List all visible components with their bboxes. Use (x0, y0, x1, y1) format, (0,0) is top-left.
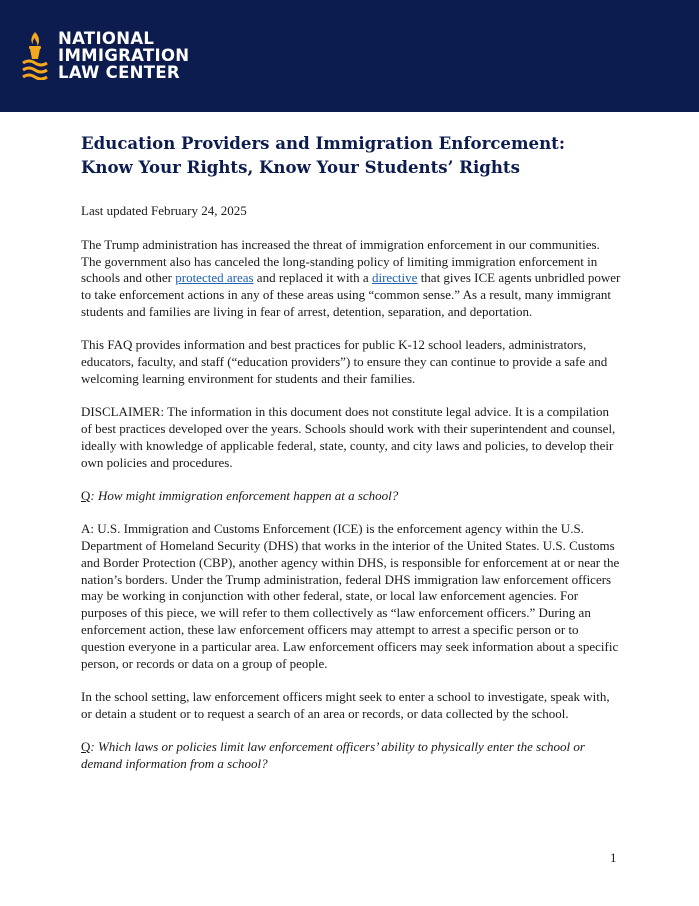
document-title: Education Providers and Immigration Enforcement: Know Your Rights, Know Your Students’ Rights (81, 133, 565, 177)
intro-text-c: that gives ICE agents unbridled power to take enforcement actions in any of these areas using “common sense.” As a result, many immigrant students and families are living in fear of arrest, detention, separation, and deportation. (81, 270, 621, 319)
intro-text-a: The Trump administration has increased the threat of immigration enforcement in our communities. The government also has canceled the long-standing policy of limiting immigration enforcement in schools and other (81, 236, 600, 286)
torch-icon (22, 30, 48, 80)
logo-line-1: NATIONAL (58, 29, 155, 48)
question-2 (81, 739, 621, 773)
page-number: 1 (610, 850, 617, 865)
last-updated: Last updated February 24, 2025 (81, 203, 247, 218)
question-label: Q (81, 487, 91, 503)
header-banner (0, 0, 699, 112)
protected-areas-link[interactable]: protected areas (175, 270, 254, 286)
school-setting-paragraph: In the school setting, law enforcement officers might seek to enter a school to investigate, speak with, or detain a student or to request a search of an area or records, or data collected by the school. (81, 688, 610, 721)
directive-link[interactable]: directive (371, 270, 418, 286)
question-label: Q (81, 738, 91, 754)
logo-wordmark (58, 30, 189, 81)
disclaimer-paragraph: DISCLAIMER: The information in this document does not constitute legal advice. It is a compilation of best practices developed over the years. Schools should work with their superintendent and counsel, ideally with knowledge of applicable federal, state, county, and city laws and policies, to develop their own policies and procedures. (81, 404, 616, 470)
document-body (81, 131, 621, 789)
question-2-text: : Which laws or policies limit law enforcement officers’ ability to physically enter the school or demand information from a school? (81, 738, 585, 771)
intro-paragraph (81, 237, 621, 321)
nilc-logo[interactable] (22, 30, 212, 82)
intro-text-b: and replaced it with a (253, 270, 372, 286)
logo-line-2: IMMIGRATION (58, 46, 190, 65)
question-1-text: : How might immigration enforcement happen at a school? (90, 487, 399, 503)
question-1 (81, 488, 621, 505)
logo-line-3: LAW CENTER (58, 63, 180, 82)
faq-purpose-paragraph: This FAQ provides information and best practices for public K-12 school leaders, administrators, educators, faculty, and staff (“education providers”) to ensure they can continue to provide a safe and welcoming learning environment for students and their families. (81, 337, 608, 386)
answer-1: A: U.S. Immigration and Customs Enforcement (ICE) is the enforcement agency within the U.S. Department of Homeland Security (DHS) that works in the interior of the United States. U.S. Customs and Border Protection (CBP), another agency within DHS, is responsible for enforcement at or near the nation’s borders. Under the Trump administration, federal DHS immigration law enforcement officers may be working in conjunction with other federal, state, or local law enforcement agencies. For purposes of this piece, we will refer to them collectively as “law enforcement officers.” During an enforcement action, these law enforcement officers may attempt to arrest a specific person or to question everyone in a particular area. Law enforcement officers may seek information about a specific person, or records or data on a group of people. (81, 521, 620, 671)
